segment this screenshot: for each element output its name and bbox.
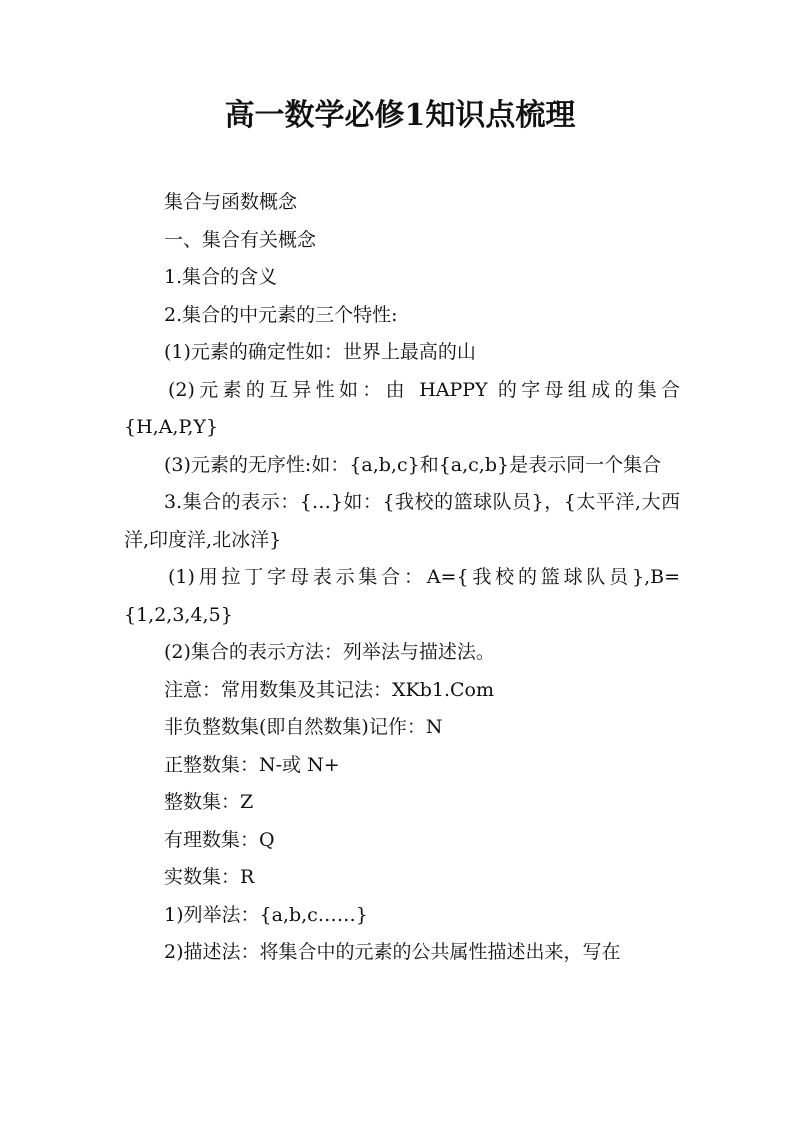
paragraph: 实数集：R <box>164 866 255 888</box>
paragraph: 2.集合的中元素的三个特性: <box>164 303 398 326</box>
paragraph: 整数集：Z <box>164 791 254 813</box>
document-title: 高一数学必修1知识点梳理 <box>224 98 576 133</box>
paragraph: 1)列举法：{a,b,c……} <box>164 903 368 926</box>
paragraph: 有理数集：Q <box>164 828 275 851</box>
paragraph: (2)集合的表示方法：列举法与描述法。 <box>164 641 495 663</box>
paragraph: 注意：常用数集及其记法：XKb1.Com <box>164 678 495 701</box>
document-body <box>124 184 680 972</box>
paragraph: (3)元素的无序性:如：{a,b,c}和{a,c,b}是表示同一个集合 <box>164 453 662 476</box>
paragraph: 3.集合的表示：{…}如：{我校的篮球队员}，{太平洋,大西洋,印度洋,北冰洋} <box>124 491 680 551</box>
section-heading: 集合与函数概念 <box>164 191 298 213</box>
paragraph: 正整数集：N-或 N+ <box>164 753 340 776</box>
paragraph: 1.集合的含义 <box>164 266 278 288</box>
paragraph: 非负整数集(即自然数集)记作：N <box>164 716 443 738</box>
paragraph: (2)元素的互异性如：由 HAPPY 的字母组成的集合{H,A,P,Y} <box>124 378 680 438</box>
section-heading: 一、集合有关概念 <box>164 228 317 251</box>
paragraph: 2)描述法：将集合中的元素的公共属性描述出来，写在 <box>164 941 621 963</box>
paragraph: (1)元素的确定性如：世界上最高的山 <box>164 341 476 363</box>
paragraph: (1)用拉丁字母表示集合：A={我校的篮球队员},B={1,2,3,4,5} <box>124 566 680 626</box>
